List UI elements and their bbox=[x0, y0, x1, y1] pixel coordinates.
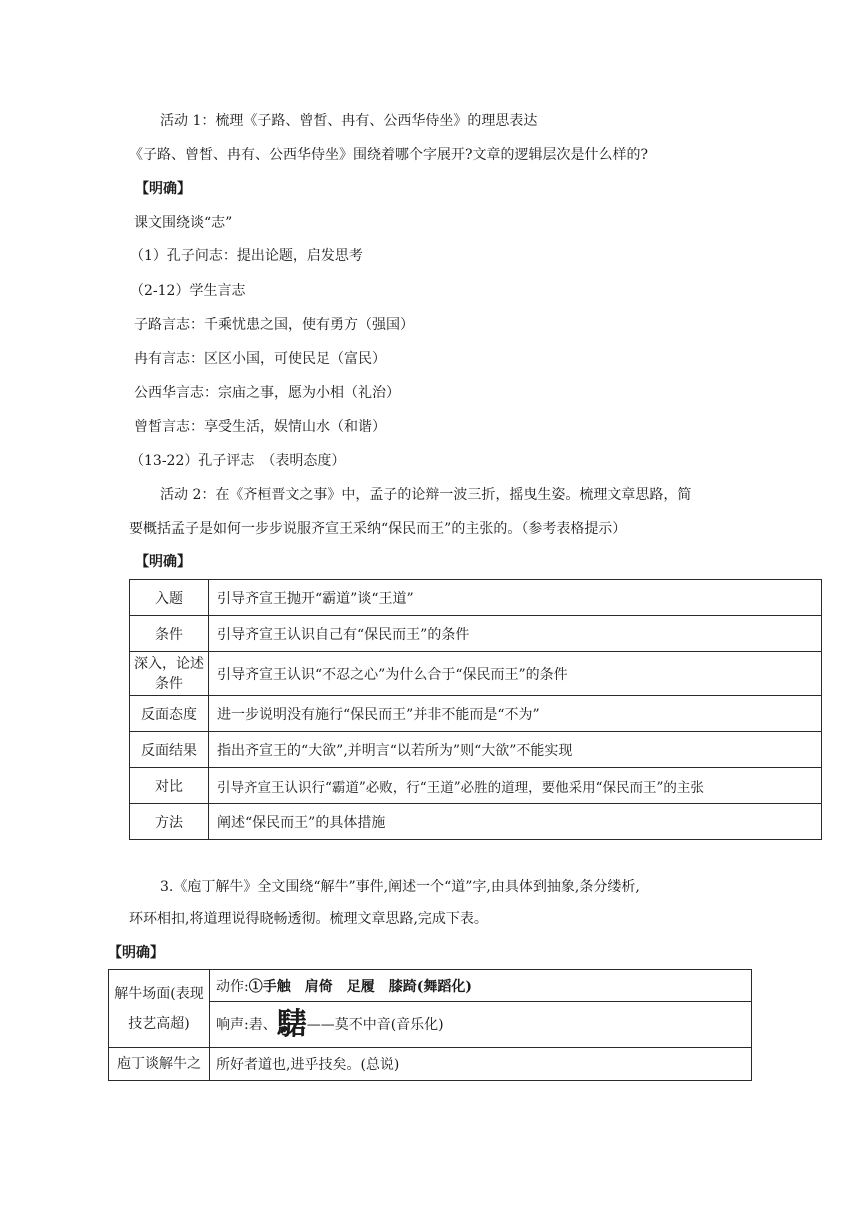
table-cell-value: 进一步说明没有施行“保民而王”并非不能而是“不为” bbox=[209, 696, 822, 732]
activity1-line: 曾皙言志：享受生活，娱情山水（和谐） bbox=[134, 419, 386, 435]
activity1-clarify-label: 【明确】 bbox=[135, 181, 191, 197]
butcher-table bbox=[108, 969, 752, 1081]
table-cell-value bbox=[210, 970, 752, 1002]
argument-table bbox=[129, 579, 822, 840]
table-cell-key-line: 深入，论述 bbox=[134, 655, 204, 672]
table-row bbox=[130, 652, 822, 696]
activity1-title: 活动 1：梳理《子路、曾皙、冉有、公西华侍坐》的理思表达 bbox=[160, 113, 538, 129]
table-row bbox=[109, 1048, 752, 1081]
activity2-clarify-label: 【明确】 bbox=[135, 554, 191, 570]
activity1-line: （2-12）学生言志 bbox=[130, 283, 246, 299]
sound-prefix: 响声:砉、 bbox=[216, 1016, 277, 1033]
table-cell-value: 引导齐宣王认识自己有“保民而王”的条件 bbox=[209, 616, 822, 652]
sound-suffix: ——莫不中音(音乐化) bbox=[306, 1016, 444, 1033]
activity1-line: （1）孔子问志：提出论题，启发思考 bbox=[130, 248, 363, 264]
table-cell-value: 引导齐宣王认识行“霸道”必败，行“王道”必胜的道理，要他采用“保民而王”的主张 bbox=[209, 768, 822, 804]
sound-char: 騞 bbox=[276, 1006, 307, 1042]
table-row bbox=[109, 970, 752, 1002]
table-row bbox=[130, 732, 822, 768]
table-row bbox=[130, 804, 822, 840]
table-cell-key bbox=[130, 652, 209, 696]
action-prefix: 动作: bbox=[216, 978, 249, 995]
table-cell-key: 解牛场面(表现技艺高超) bbox=[109, 970, 210, 1048]
table-cell-value bbox=[210, 1002, 752, 1048]
table-row bbox=[130, 580, 822, 616]
activity1-line: 冉有言志：区区小国，可使民足（富民） bbox=[134, 351, 386, 367]
activity3-line2: 环环相扣,将道理说得晓畅透彻。梳理文章思路,完成下表。 bbox=[129, 911, 488, 927]
table-cell-key: 庖丁谈解牛之 bbox=[109, 1048, 210, 1081]
table-cell-key: 条件 bbox=[130, 616, 209, 652]
activity1-line: 公西华言志：宗庙之事，愿为小相（礼治） bbox=[134, 385, 400, 401]
activity2-line1: 活动 2：在《齐桓晋文之事》中，孟子的论辩一波三折，摇曳生姿。梳理文章思路，简 bbox=[160, 487, 692, 503]
table-cell-key: 方法 bbox=[130, 804, 209, 840]
table-cell-value: 引导齐宣王认识“不忍之心”为什么合于“保民而王”的条件 bbox=[209, 652, 822, 696]
activity3-clarify-label: 【明确】 bbox=[108, 945, 164, 961]
table-cell-key: 对比 bbox=[130, 768, 209, 804]
table-cell-value: 所好者道也,进乎技矣。(总说) bbox=[210, 1048, 752, 1081]
table-row bbox=[130, 616, 822, 652]
table-cell-key-line: 条件 bbox=[155, 675, 183, 692]
table-row bbox=[130, 768, 822, 804]
activity1-line: 课文围绕谈“志” bbox=[134, 215, 233, 231]
action-detail: ①手触 肩倚 足履 膝踦(舞蹈化) bbox=[248, 978, 472, 995]
activity2-line2: 要概括孟子是如何一步步说服齐宣王采纳“保民而王”的主张的。（参考表格提示） bbox=[129, 521, 627, 537]
table-cell-value: 引导齐宣王抛开“霸道”谈“王道” bbox=[209, 580, 822, 616]
table-cell-value: 阐述“保民而王”的具体措施 bbox=[209, 804, 822, 840]
table-cell-value: 指出齐宣王的“大欲”,并明言“以若所为”则“大欲”不能实现 bbox=[209, 732, 822, 768]
table-cell-key: 反面态度 bbox=[130, 696, 209, 732]
activity3-line1: 3.《庖丁解牛》全文围绕“解牛”事件,阐述一个“道”字,由具体到抽象,条分缕析, bbox=[160, 879, 640, 895]
table-cell-key: 入题 bbox=[130, 580, 209, 616]
activity1-line: （13-22）孔子评志 （表明态度） bbox=[130, 453, 346, 469]
activity1-line: 子路言志：千乘忧患之国，使有勇方（强国） bbox=[134, 317, 414, 333]
table-cell-key: 反面结果 bbox=[130, 732, 209, 768]
activity1-question: 《子路、曾皙、冉有、公西华侍坐》围绕着哪个字展开?文章的逻辑层次是什么样的? bbox=[129, 147, 649, 163]
table-row bbox=[130, 696, 822, 732]
